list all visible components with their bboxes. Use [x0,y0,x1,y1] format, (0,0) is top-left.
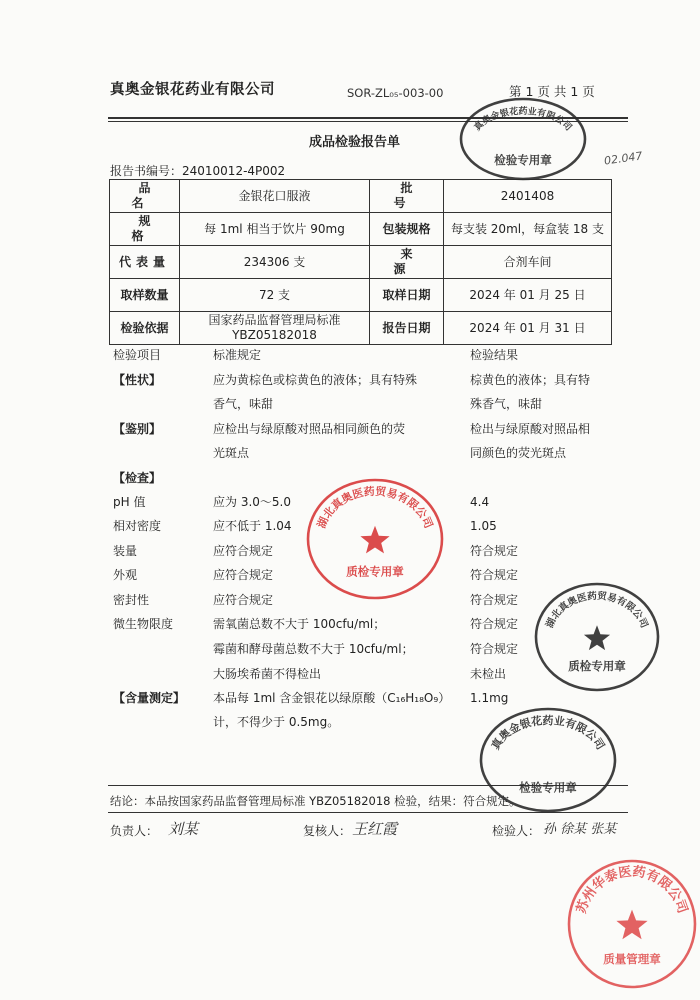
std-waiguan: 应符合规定 [213,568,274,582]
std-zhuangliang: 应符合规定 [213,544,274,558]
label-quantity: 代表量 [110,246,180,279]
svg-text:质检专用章: 质检专用章 [568,658,626,673]
inspector-label: 检验人： [492,824,541,838]
res-jianbie-2: 同颜色的荧光斑点 [470,446,567,460]
trading-qc-stamp-gray [533,581,661,693]
label-report-date: 报告日期 [370,312,444,345]
company-inspection-stamp-lower [478,706,618,814]
value-product-name: 金银花口服液 [180,180,370,213]
table-row [110,312,612,345]
std-density: 应不低于 1.04 [213,519,292,533]
item-micro: 微生物限度 [113,617,174,631]
value-report-date: 2024 年 01 月 31 日 [444,312,612,345]
label-spec: 规 格 [110,213,180,246]
std-jianbie-2: 光斑点 [213,446,250,460]
res-micro-1: 符合规定 [470,617,519,631]
label-source: 来 源 [370,246,444,279]
std-assay-2: 计，不得少于 0.5mg。 [213,715,340,729]
results-header-item: 检验项目 [113,348,162,362]
std-micro-1: 需氧菌总数不大于 100cfu/ml； [213,617,386,631]
res-zhuangliang: 符合规定 [470,544,519,558]
res-assay: 1.1mg [470,691,509,705]
reviewer-signature: 王红霞 [352,820,398,838]
product-info-table [109,179,612,345]
page-indicator: 第 1 页 共 1 页 [509,84,595,99]
report-number: 报告书编号：24010012-4P002 [110,164,286,178]
std-mifeng: 应符合规定 [213,593,274,607]
res-jianbie-1: 检出与绿原酸对照品相 [470,422,591,436]
label-product-name: 品 名 [110,180,180,213]
value-basis-line1: 国家药品监督管理局标准 [208,313,341,327]
table-row [110,246,612,279]
item-jianbie: 【鉴别】 [113,422,162,436]
results-header-standard: 标准规定 [213,348,262,362]
res-mifeng: 符合规定 [470,593,519,607]
svg-text:检验专用章: 检验专用章 [519,780,577,795]
company-inspection-stamp [458,96,588,182]
res-waiguan: 符合规定 [470,568,519,582]
label-basis: 检验依据 [110,312,180,345]
std-xingzhuang-1: 应为黄棕色或棕黄色的液体；具有特殊 [213,373,418,387]
svg-text:苏州华泰医药有限公司: 苏州华泰医药有限公司 [574,864,690,916]
item-jiancha: 【检查】 [113,471,162,485]
item-xingzhuang: 【性状】 [113,373,162,387]
res-micro-2: 符合规定 [470,642,519,656]
value-package: 每支装 20ml，每盒装 18 支 [444,213,612,246]
svg-text:真奥金银花药业有限公司: 真奥金银花药业有限公司 [488,714,608,752]
item-mifeng: 密封性 [113,593,150,607]
res-xingzhuang-1: 棕黄色的液体；具有特 [470,373,591,387]
results-header-result: 检验结果 [470,348,519,362]
std-jianbie-1: 应检出与绿原酸对照品相同颜色的荧 [213,422,406,436]
value-basis [180,312,370,345]
std-micro-2: 霉菌和酵母菌总数不大于 10cfu/ml； [213,642,414,656]
svg-text:质量管理章: 质量管理章 [603,952,661,967]
res-density: 1.05 [470,519,497,533]
trading-qc-stamp-red [305,477,445,601]
handwritten-note: 02.047 [603,149,644,168]
table-row [110,180,612,213]
company-name: 真奥金银花药业有限公司 [110,82,275,98]
svg-text:湖北真奥医药贸易有限公司: 湖北真奥医药贸易有限公司 [544,590,650,630]
std-micro-3: 大肠埃希菌不得检出 [213,667,322,681]
svg-text:真奥金银花药业有限公司: 真奥金银花药业有限公司 [472,107,574,134]
value-sample-qty: 72 支 [180,279,370,312]
svg-text:质检专用章: 质检专用章 [346,564,404,579]
label-batch-no: 批 号 [370,180,444,213]
item-zhuangliang: 装量 [113,544,138,558]
value-spec: 每 1ml 相当于饮片 90mg [180,213,370,246]
res-xingzhuang-2: 殊香气，味甜 [470,397,543,411]
value-quantity: 234306 支 [180,246,370,279]
value-batch-no: 2401408 [444,180,612,213]
std-xingzhuang-2: 香气，味甜 [213,397,274,411]
res-ph: 4.4 [470,495,490,509]
document-code: SOR-ZL₀₅-003-00 [347,86,444,100]
std-assay-1: 本品每 1ml 含金银花以绿原酸（C₁₆H₁₈O₉） [213,691,451,705]
suzhou-quality-stamp [566,858,698,990]
value-basis-line2: YBZ05182018 [232,328,317,342]
conclusion-text: 结论：本品按国家药品监督管理局标准 YBZ05182018 检验，结果：符合规定。 [110,794,521,808]
label-sample-date: 取样日期 [370,279,444,312]
document-title: 成品检验报告单 [309,135,401,150]
label-sample-qty: 取样数量 [110,279,180,312]
responsible-label: 负责人： [110,824,159,838]
table-row [110,279,612,312]
responsible-signature: 刘某 [168,820,199,838]
value-source: 合剂车间 [444,246,612,279]
svg-text:检验专用章: 检验专用章 [494,152,552,167]
item-assay: 【含量测定】 [113,691,186,705]
reviewer-label: 复核人： [303,824,352,838]
table-row [110,213,612,246]
label-package: 包装规格 [370,213,444,246]
item-ph: pH 值 [113,495,146,509]
std-ph: 应为 3.0～5.0 [213,495,291,509]
item-density: 相对密度 [113,519,162,533]
svg-text:湖北真奥医药贸易有限公司: 湖北真奥医药贸易有限公司 [314,484,436,531]
item-waiguan: 外观 [113,568,138,582]
res-micro-3: 未检出 [470,667,507,681]
inspector-signature: 孙 徐某 张某 [543,822,617,837]
value-sample-date: 2024 年 01 月 25 日 [444,279,612,312]
